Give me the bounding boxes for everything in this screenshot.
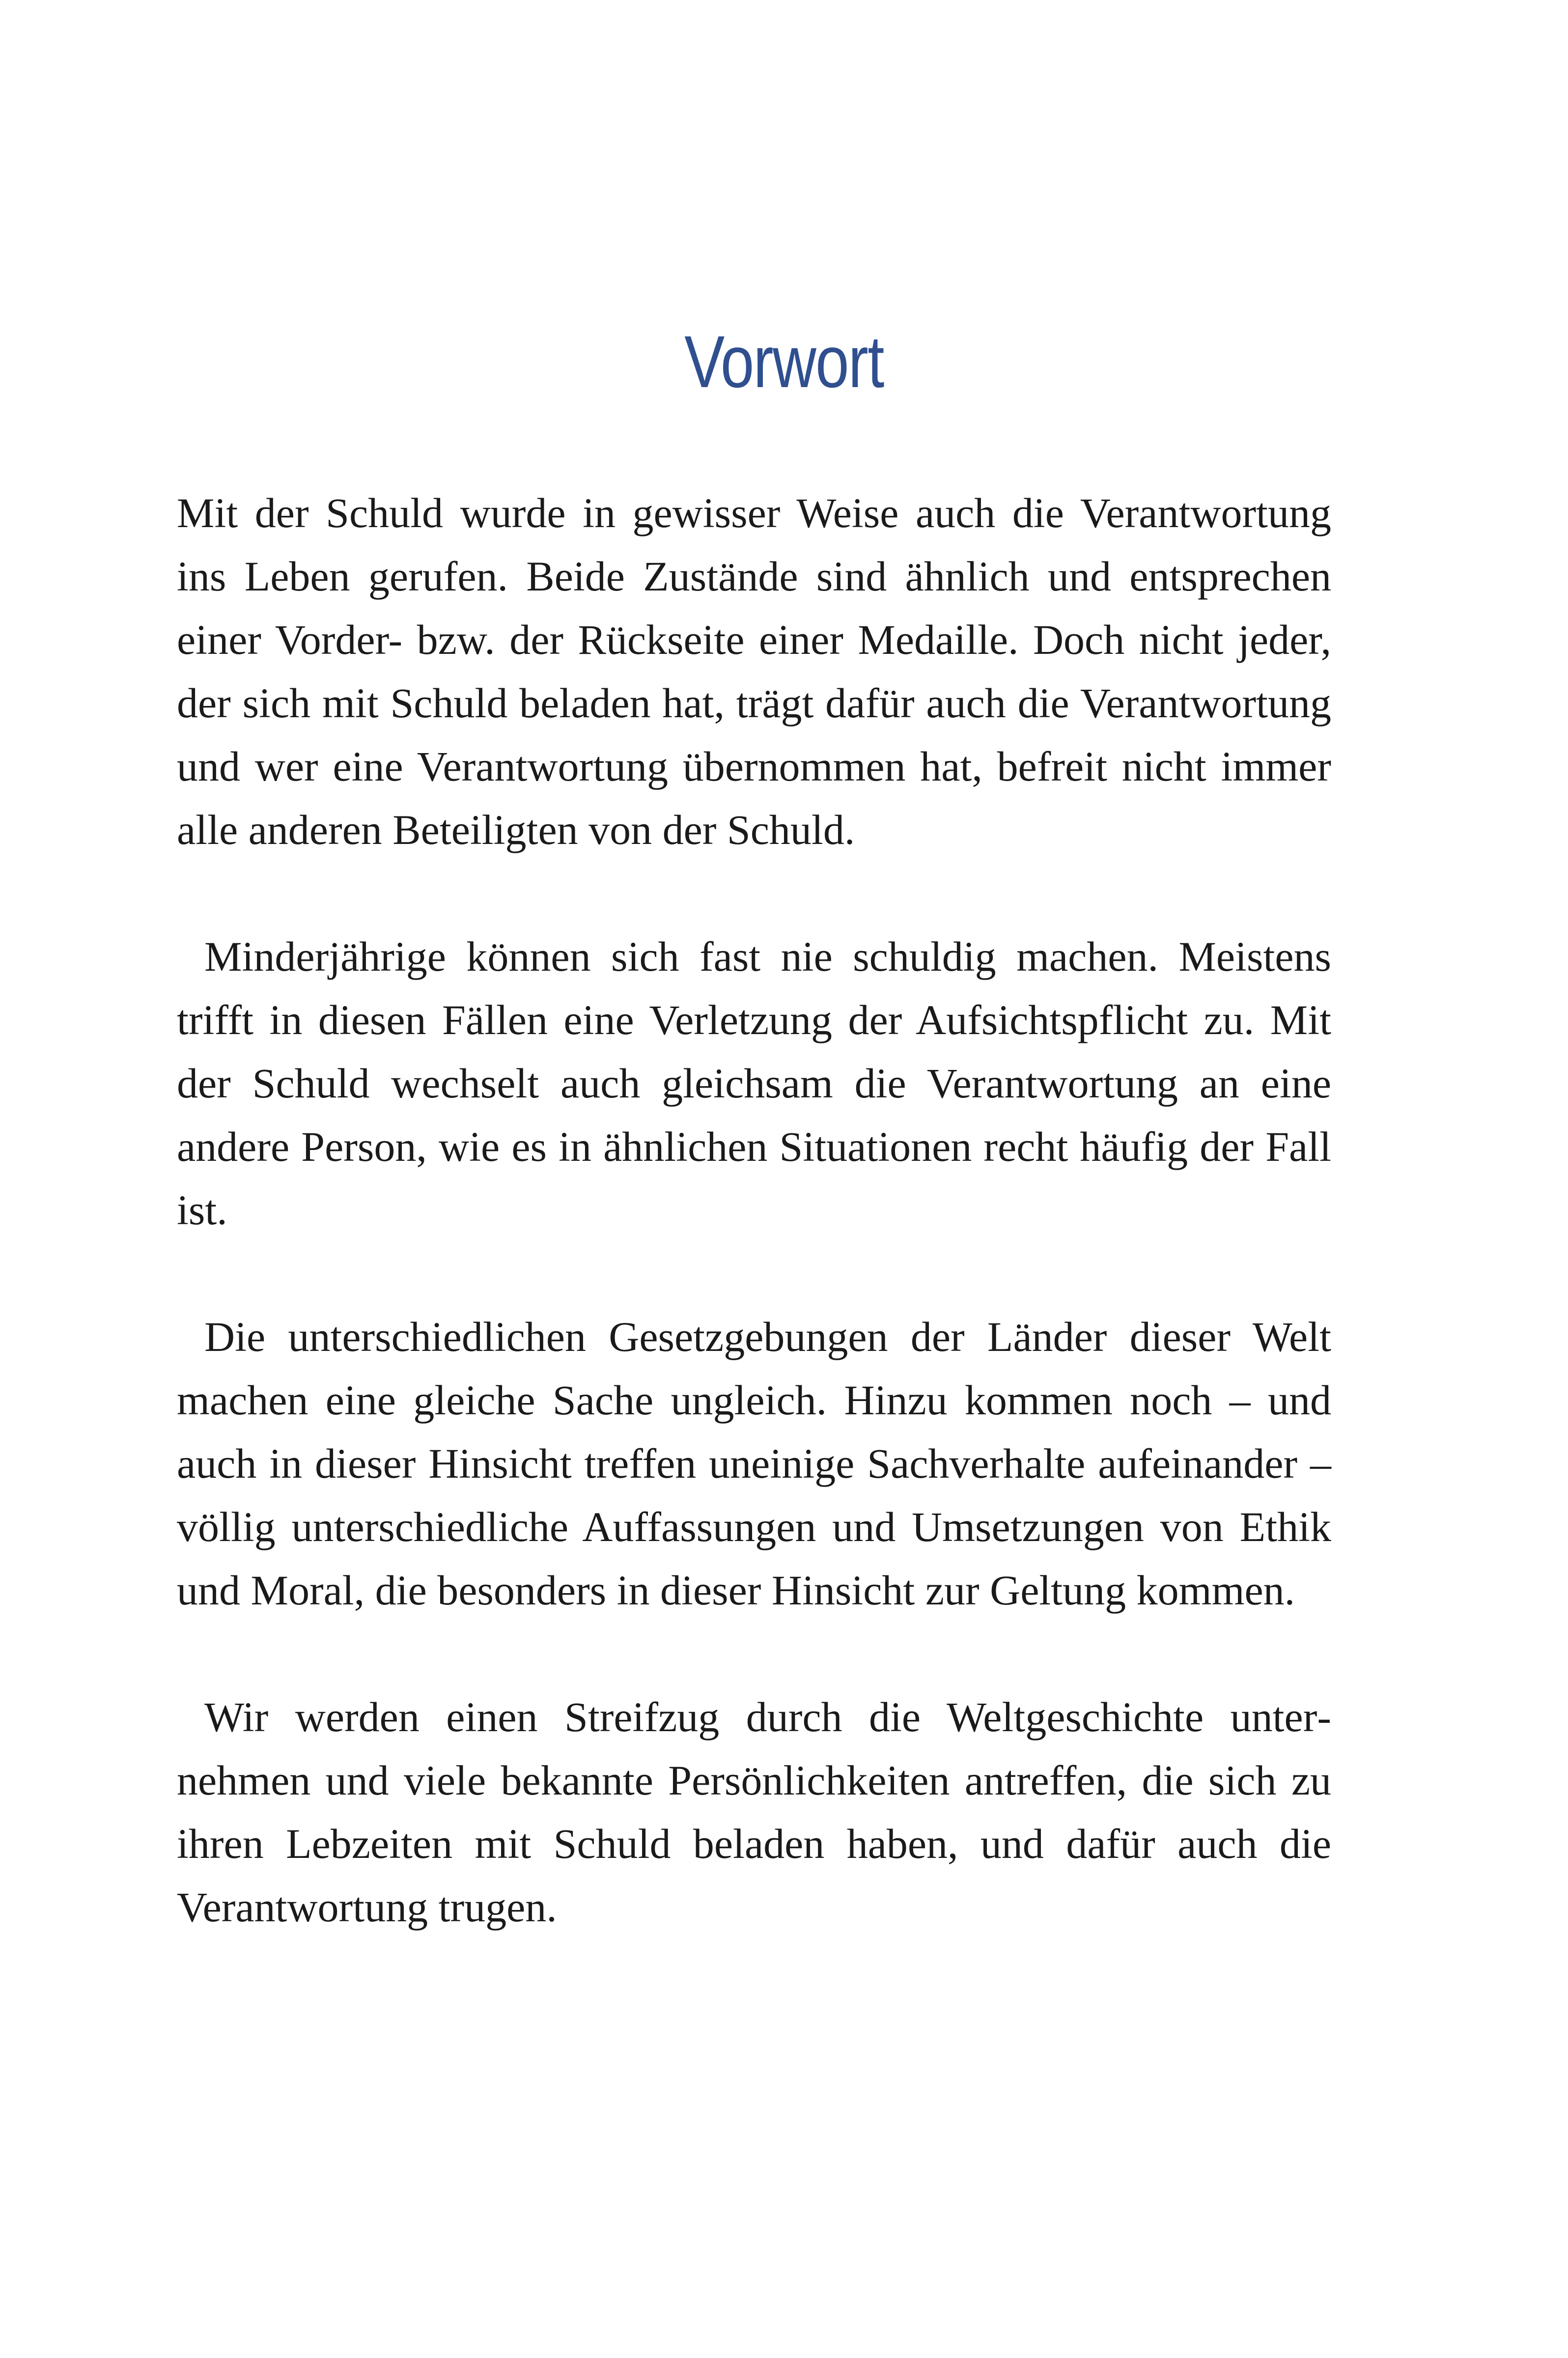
page-title: Vorwort [684, 320, 884, 403]
paragraph-4: Wir werden einen Streifzug durch die Weltgeschichte unternehmen und viele bekannte Persönlichkeiten antreffen, die sich zu ihren Lebzeiten mit Schuld beladen haben, und dafür auch die Verantwortung trugen. [177, 1693, 1331, 1931]
paragraph-2: Minderjährige können sich fast nie schuldig machen. Meistens trifft in diesen Fällen eine Verletzung der Aufsichtspflicht zu. Mit der Schuld wechselt auch gleichsam die Verantwortung an eine andere Person, wie es in ähnlichen Situationen recht häufig der Fall ist. [177, 933, 1331, 1234]
paragraph-1: Mit der Schuld wurde in gewisser Weise auch die Verantwortung ins Leben gerufen. Beide Zustände sind ähnlich und entsprechen einer Vorder- bzw. der Rückseite einer Medaille. Doch nicht jeder, der sich mit Schuld beladen hat, trägt dafür auch die Verantwortung und wer eine Verantwortung übernommen hat, befreit nicht immer alle anderen Beteiligten von der Schuld. [177, 489, 1331, 853]
paragraph-3: Die unterschiedlichen Gesetzgebungen der Länder dieser Welt machen eine gleiche Sache ungleich. Hinzu kommen noch – und auch in dieser Hinsicht treffen uneinige Sachverhalte aufeinander – völlig unterschiedliche Auffassungen und Umsetzungen von Ethik und Moral, die besonders in dieser Hinsicht zur Geltung kommen. [177, 1313, 1331, 1614]
body-text [177, 481, 1331, 2002]
